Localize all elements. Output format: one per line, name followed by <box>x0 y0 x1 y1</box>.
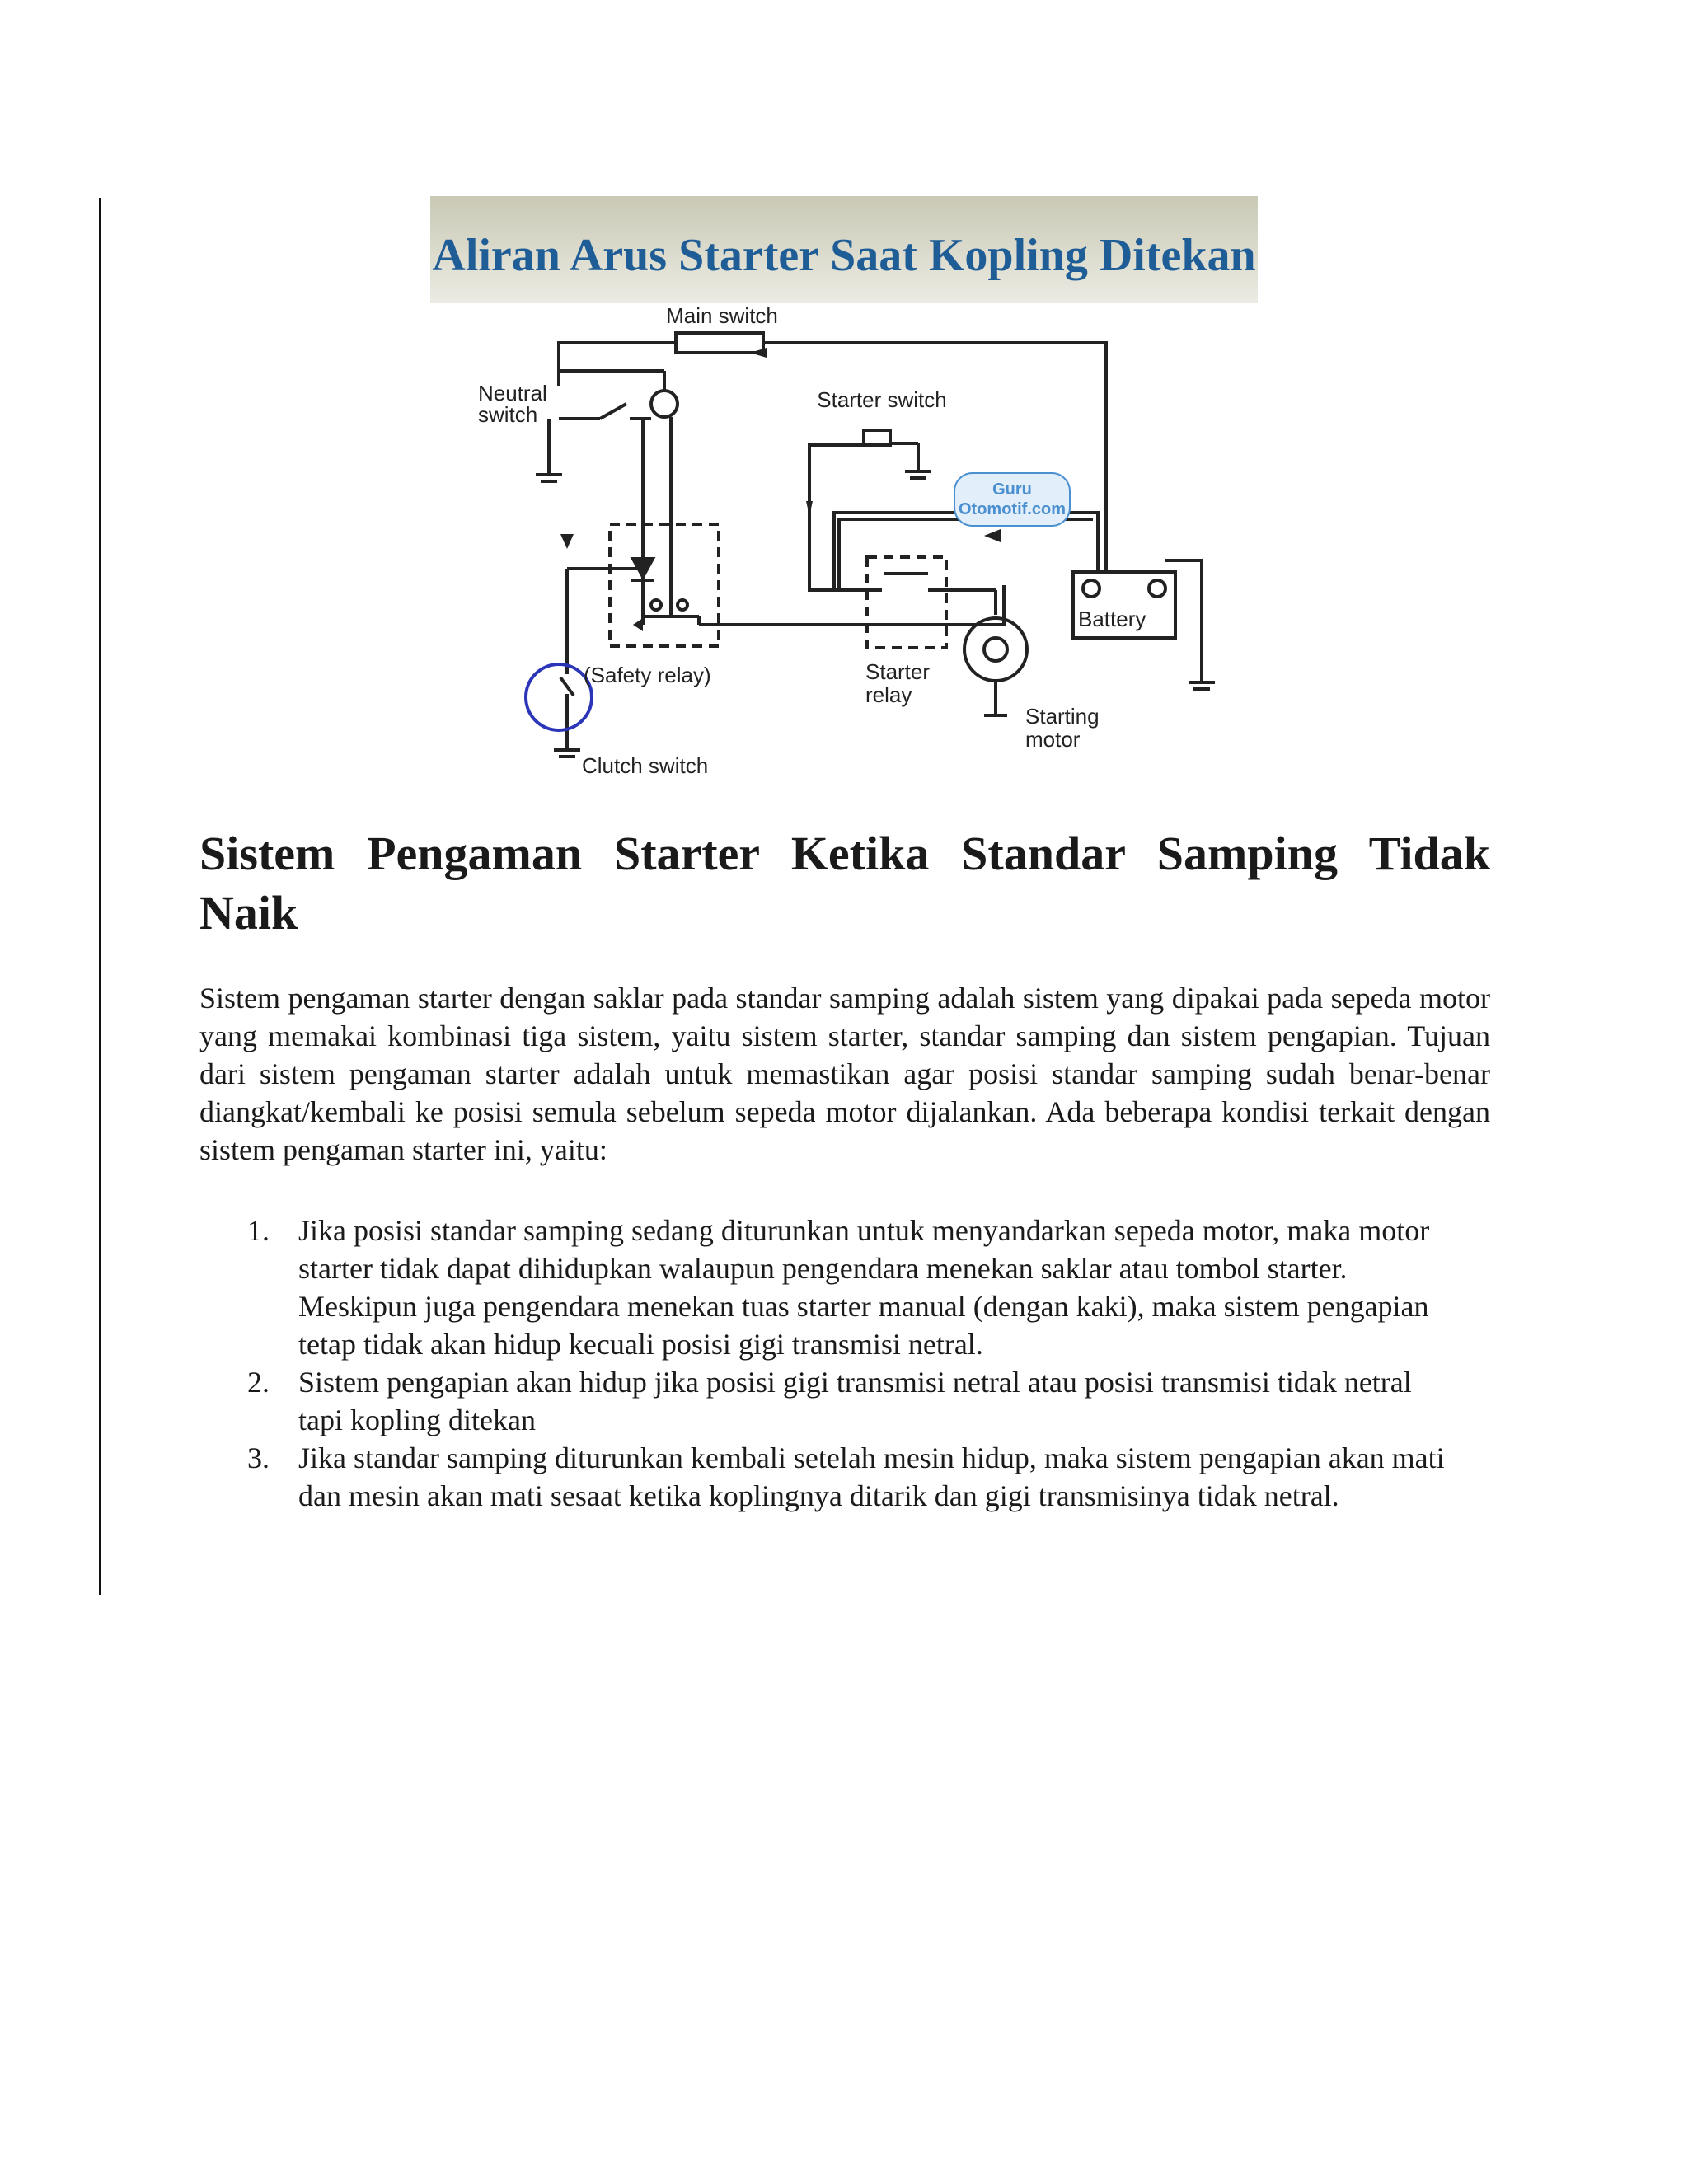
list-number: 3. <box>247 1441 270 1474</box>
list-item <box>239 1439 1459 1515</box>
conditions-list <box>239 1212 1459 1515</box>
wire-top-right <box>763 343 1106 572</box>
list-item-text: Sistem pengapian akan hidup jika posisi gigi transmisi netral atau posisi transmisi tidak netral tapi kopling ditekan <box>298 1366 1412 1436</box>
list-item-text: Jika standar samping diturunkan kembali setelah mesin hidup, maka sistem pengapian akan mati dan mesin akan mati sesaat ketika koplingnya ditarik dan gigi transmisinya tidak netral. <box>298 1441 1445 1512</box>
label-neutral-switch-2: switch <box>478 402 538 427</box>
banner-title: Aliran Arus Starter Saat Kopling Ditekan <box>432 230 1256 281</box>
starting-motor-symbol <box>964 618 1027 681</box>
list-item-text: Jika posisi standar samping sedang diturunkan untuk menyandarkan sepeda motor, maka motor starter tidak dapat dihidupkan walaupun pengendara menekan saklar atau tombol starter. Meskipun juga pengendara menekan tuas starter manual (dengan kaki), maka sistem pengapian tetap tidak akan hidup kecuali posisi gigi transmisi netral. <box>298 1214 1430 1361</box>
svg-text:Guru: Guru <box>992 480 1032 499</box>
label-battery: Battery <box>1078 607 1146 631</box>
margin-bar <box>99 198 101 1595</box>
list-number: 1. <box>247 1214 270 1247</box>
list-item <box>239 1212 1459 1363</box>
label-starter-switch: Starter switch <box>817 387 947 412</box>
label-starter-relay-2: relay <box>865 682 912 707</box>
label-starting-motor-1: Starting <box>1025 704 1100 729</box>
label-safety-relay: (Safety relay) <box>584 663 711 687</box>
main-switch-symbol <box>676 333 763 353</box>
svg-text:Otomotif.com: Otomotif.com <box>959 500 1066 518</box>
label-starter-relay-1: Starter <box>865 659 931 684</box>
starter-relay-box <box>867 557 946 648</box>
section-heading: Sistem Pengaman Starter Ketika Standar Samping Tidak Naik <box>199 827 1490 940</box>
indicator-lamp-symbol <box>651 391 678 417</box>
label-main-switch: Main switch <box>666 303 778 328</box>
label-neutral-switch-1: Neutral <box>478 381 547 405</box>
intro-paragraph: Sistem pengaman starter dengan saklar pada standar samping adalah sistem yang dipakai pada sepeda motor yang memakai kombinasi tiga sistem, yaitu sistem starter, standar samping dan sistem pengapian. Tujuan dari sistem pengaman starter adalah untuk memastikan agar posisi standar samping sudah benar-benar diangkat/kembali ke posisi semula sebelum sepeda motor dijalankan. Ada beberapa kondisi terkait dengan sistem pengaman starter ini, yaitu: <box>199 982 1490 1166</box>
label-clutch-switch: Clutch switch <box>582 753 709 778</box>
clutch-switch-highlight <box>526 664 592 730</box>
wiring-diagram <box>427 196 1259 799</box>
safety-relay-box <box>610 524 719 646</box>
label-starting-motor-2: motor <box>1025 727 1081 752</box>
wiring-diagram-figure <box>427 196 1259 799</box>
list-number: 2. <box>247 1366 270 1399</box>
wire-top-left <box>559 343 676 386</box>
watermark-logo <box>954 473 1070 526</box>
list-item <box>239 1363 1459 1439</box>
